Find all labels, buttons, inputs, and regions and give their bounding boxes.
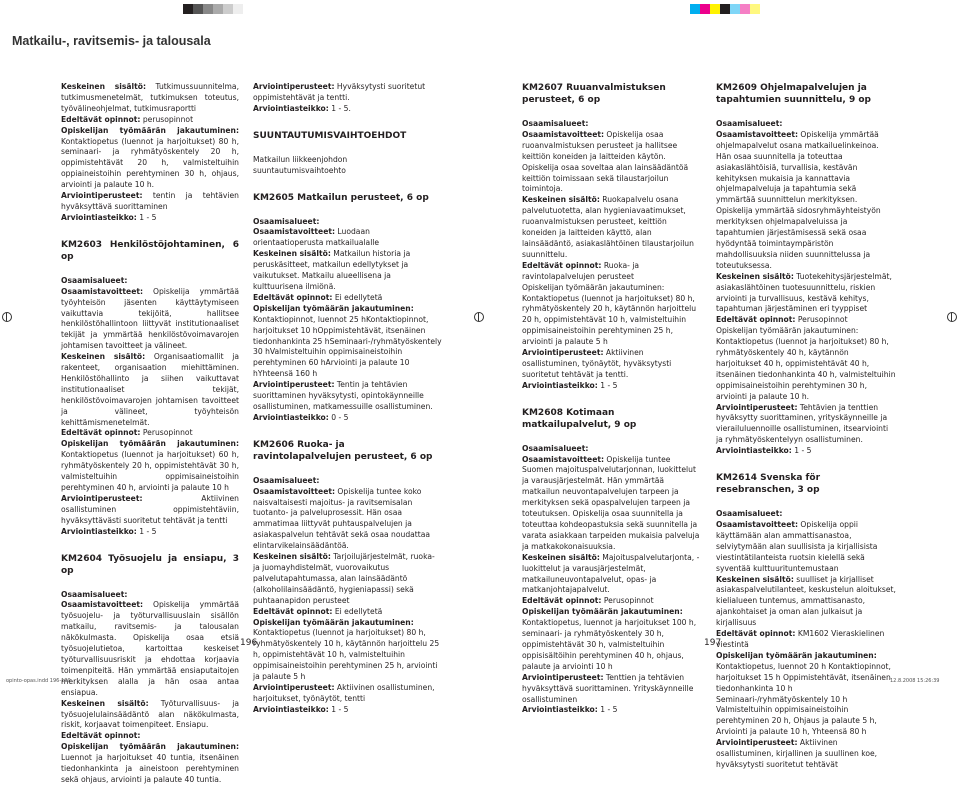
paragraph <box>522 673 701 706</box>
field-text: Hyväksytysti suoritetut oppimistehtävät ja tentti. <box>253 82 426 102</box>
field-text: Tarjoilujärjestelmät, ruoka- ja juomayhdistelmät, vuorovaikutus palvelutapahtumassa, alan lainsäädäntö (alkoholilainsäädäntö, hygieniapassi) sekä puhtaanapidon perusteet <box>253 552 435 605</box>
field-text: Ei edellytetä <box>332 292 383 302</box>
field-label: Keskeinen sisältö: <box>61 698 149 708</box>
field-label: Keskeinen sisältö: <box>61 352 146 362</box>
paragraph <box>522 607 701 672</box>
paragraph <box>522 596 701 607</box>
paragraph <box>716 326 896 402</box>
paragraph <box>61 213 239 224</box>
paragraph <box>61 494 239 527</box>
field-label: Osaamistavoitteet: <box>253 486 336 496</box>
paragraph <box>61 527 239 538</box>
field-text: Aktiivinen osallistuminen oppimistehtäviin, hyväksyttävästi suoritetut tehtävät ja tentti <box>61 493 239 525</box>
field-text: Opiskelija osaa ruoanvalmistuksen perusteet ja hallitsee keittiön koneiden ja laitteiden käytön. Opiskelija osaa soveltaa alan lainsäädäntöä keittiön toimissaan sekä tilaustarjoilun toimintoja. <box>522 129 689 194</box>
section-heading: KM2607 Ruuanvalmistuksen perusteet, 6 op <box>522 83 666 105</box>
section-heading: SUUNTAUTUMISVAIHTOEHDOT <box>253 130 407 141</box>
field-label: Osaamisalueet: <box>253 475 320 485</box>
field-text: suulliset ja kirjalliset asiakaspalvelutilanteet, keskustelun aloitukset, kielialueen tuntemus, ammattisanasto, ajankohtaiset ja oman alan julkaisut ja kirjallisuus <box>716 574 896 628</box>
field-label: Edeltävät opinnot: <box>61 428 141 438</box>
page-number-left: 196 <box>240 638 258 648</box>
field-label: Osaamisalueet: <box>716 509 783 519</box>
field-label: Arviointiperusteet: <box>716 738 798 748</box>
field-text: Kontaktiopetus, luennot ja harjoitukset 100 h, seminaari- ja ryhmätyöskentely 30 h, oppimistehtävät 30 h, valmisteltuihin oppisisältöihin perehtyminen 40 h, ohjaus, palaute ja arviointi 10 h <box>522 618 697 671</box>
page-title: Matkailu-, ravitsemis- ja talousala <box>12 34 211 48</box>
field-text: Perusopinnot <box>140 428 193 438</box>
section-heading: KM2609 Ohjelmapalvelujen ja tapahtumien suunnittelu, 9 op <box>716 83 871 105</box>
paragraph <box>253 304 442 380</box>
paragraph <box>716 119 896 130</box>
paragraph <box>716 738 896 771</box>
field-text: Tutkimussuunnitelma, tutkimusmenetelmät, tutkimuksen toteutus, työvälineohjelmat, tutkimusraportti <box>61 82 239 113</box>
field-label: Osaamisalueet: <box>716 119 783 128</box>
field-text: Matkailun historia ja peruskäsitteet, matkailun edellytykset ja vaikutukset. Matkailu alueellisena ja kulttuurisena ilmiönä. <box>253 249 411 291</box>
field-text: 1 - 5 <box>597 705 618 715</box>
field-text: Aktiivinen osallistuminen, työnäytöt, hyväksytysti suoritetut tehtävät ja tentti. <box>522 348 672 379</box>
paragraph <box>61 428 239 439</box>
field-label: Arviointiasteikko: <box>61 526 137 536</box>
field-label: Arviointiasteikko: <box>716 446 792 456</box>
field-label: Arviointiperusteet: <box>253 380 335 390</box>
color-bar-right <box>690 4 760 14</box>
paragraph <box>522 130 701 195</box>
field-label: Edeltävät opinnot: <box>253 606 333 616</box>
field-text: Aktiivinen osallistuminen, harjoitukset, työnäytöt, tentti <box>253 682 435 703</box>
section-heading: KM2605 Matkailun perusteet, 6 op <box>253 192 429 203</box>
paragraph <box>61 126 239 191</box>
field-label: Arviointiperusteet: <box>522 672 604 682</box>
paragraph <box>522 553 701 597</box>
paragraph <box>253 82 442 104</box>
field-text: 0 - 5 <box>328 412 349 422</box>
field-label: Edeltävät opinnot: <box>61 114 141 124</box>
paragraph <box>522 195 701 260</box>
paragraph <box>253 413 442 424</box>
field-label: Keskeinen sisältö: <box>522 195 600 205</box>
field-label: Osaamistavoitteet: <box>522 129 605 139</box>
section-heading: KM2603 Henkilöstöjohtaminen, 6 op <box>61 239 239 262</box>
paragraph <box>61 590 239 601</box>
field-label: Osaamisalueet: <box>522 443 589 453</box>
column-1 <box>61 82 239 786</box>
field-text: Luennot ja harjoitukset 40 tuntia, itsenäinen tiedonhankinta ja aineistoon perehtyminen sekä ohjaus, arviointi ja palaute 40 tuntia. <box>61 753 239 784</box>
field-text: Opiskelija tuntee koko naisvaltaisesti majoitus- ja ravitsemisalan tuotanto- ja palveluprosessit. Hän osaa ammatimaa liittyvät puhtauspalvelujen ja asiakaspalvelun tehtävät sekä osaa noudattaa elintarvikelainsäädäntöä. <box>253 486 431 551</box>
field-text: Aktiivinen osallistuminen, kirjallinen ja suullinen koe, hyväksytysti suoritetut tehtävät <box>716 738 878 769</box>
field-text: Ruokapalvelu osana palvelutuotetta, alan hygieniavaatimukset, ruoanvalmistuksen perusteet, keittiön koneiden ja laitteiden käyttö, alan lainsäädäntö, asiakaslähtöinen tilaustarjoilun suunnittelu. <box>522 195 694 259</box>
paragraph <box>253 249 442 293</box>
paragraph <box>253 552 442 607</box>
field-label: Arviointiperusteet: <box>61 493 143 503</box>
field-label: Osaamisalueet: <box>253 216 320 226</box>
section-heading: KM2604 Työsuojelu ja ensiapu, 3 op <box>61 553 239 576</box>
field-label: Opiskelijan työmäärän jakautuminen: <box>61 125 239 135</box>
field-text: Majoituspalvelutarjonta, -luokittelut ja varausjärjestelmät, matkailuneuvontapalvelut, opas- ja matkanjohtajapalvelut. <box>522 552 700 595</box>
column-4 <box>716 82 896 771</box>
field-text: Ei edellytetä <box>332 606 383 616</box>
paragraph <box>253 380 442 413</box>
field-label: Edeltävät opinnot: <box>716 315 796 325</box>
paragraph <box>61 699 239 732</box>
registration-mark-center <box>474 312 484 322</box>
field-text: 1 - 5 <box>597 380 618 390</box>
field-text: Opiskelija tuntee Suomen majoituspalvelutarjonnan, luokittelut ja varausjärjestelmät. Hän ymmärtää matkailun neuvontapalvelujen tarpeen ja merkityksen sekä opaspalvelujen tarpeen ja toteutuksen. Opiskelija osaa suunnitella ja toteuttaa kohdeopastuksia sekä suunnitella ja varata asiakkaan tarpeiden mukaisia palveluja ja matkakokonaisuuksia. <box>522 454 700 551</box>
paragraph <box>716 446 896 457</box>
registration-mark-right <box>947 312 957 322</box>
field-text: Opiskelijan työmäärän jakautuminen: Kontaktiopetus (luennot ja harjoitukset) 80 h, ryhmätyöskentely 40 h, käytännön harjoitukset 40 h, oppimistehtävät 40 h, itsenäinen tiedonhankinta 40 h, valmisteltuihin oppimisaineistoihin perehtyminen 30 h, arviointi ja palaute 10 h. <box>716 326 896 401</box>
paragraph <box>253 487 442 552</box>
paragraph <box>716 520 896 575</box>
field-label: Keskeinen sisältö: <box>253 249 331 259</box>
field-text: Opiskelija oppii käyttämään alan ammattisanastoa, selviytymään alan suullisista ja kirjallisista viestintätilanteista ruotsin kielellä sekä syventää kulttuurituntemustaan <box>716 520 878 573</box>
field-label: Osaamistavoitteet: <box>61 600 144 610</box>
field-label: Arviointiasteikko: <box>253 103 329 113</box>
field-text: Tentin ja tehtävien suorittaminen hyväksytysti, opintokäynneille osallistuminen, matkamessuille osallistuminen. <box>253 380 433 411</box>
field-text: Kontaktiopetus (luennot ja harjoitukset) 80 h, ryhmätyöskentely 10 h, käytännön harjoittelu 25 h, oppimistehtävät 10 h, valmisteltuihin oppimisaineistoihin perehtyminen 25 h, arviointi ja palaute 5 h <box>253 628 440 682</box>
section-heading: KM2608 Kotimaan matkailupalvelut, 9 op <box>522 407 637 430</box>
paragraph <box>61 742 239 786</box>
field-text: Luodaan orientaatioperusta matkailualalle <box>253 227 380 248</box>
color-bar-left <box>183 4 243 14</box>
field-label: Arviointiasteikko: <box>253 704 329 714</box>
slug-right: 12.8.2008 15:26:39 <box>890 678 940 684</box>
paragraph <box>716 629 896 651</box>
field-label: Opiskelijan työmäärän jakautuminen: <box>522 607 683 617</box>
paragraph <box>253 683 442 705</box>
paragraph <box>253 618 442 683</box>
page-number-right: 197 <box>704 638 722 648</box>
field-text: 1 - 5 <box>136 526 157 536</box>
paragraph <box>716 130 896 272</box>
field-label: Opiskelijan työmäärän jakautuminen: <box>716 650 877 660</box>
field-text: Tuotekehitysjärjestelmät, asiakaslähtöinen tuotesuunnittelu, riskien arviointi ja turvallisuus, kestävä kehitys, tapahtuman järjestäminen eri tyyppiset <box>716 271 892 314</box>
field-text: KM1602 Vieraskielinen viestintä <box>716 629 885 649</box>
paragraph <box>253 705 442 716</box>
paragraph <box>522 381 701 392</box>
paragraph <box>61 600 239 698</box>
field-text: Ruoka- ja ravintolapalvelujen perusteet <box>522 260 640 281</box>
paragraph <box>253 227 442 249</box>
field-label: Arviointiperusteet: <box>253 682 335 692</box>
field-text: 1 - 5. <box>328 103 351 113</box>
field-label: Osaamistavoitteet: <box>61 286 144 296</box>
paragraph <box>61 276 239 287</box>
paragraph <box>253 476 442 487</box>
paragraph <box>61 731 239 742</box>
field-label: Arviointiperusteet: <box>253 82 335 91</box>
field-label: Osaamistavoitteet: <box>716 520 799 529</box>
slug-left: opinto-opas.indd 196-199 <box>6 678 71 684</box>
field-label: Osaamisalueet: <box>61 589 128 599</box>
field-label: Opiskelijan työmäärän jakautuminen: <box>61 742 239 752</box>
field-text: Organisaatiomallit ja rakenteet, organisaation miehittäminen. Henkilöstöhallinto ja siihen vaikuttavat institutionaaliset tekijät, henkilöstövoimavarojen johtamisen tavoitteet ja välineet, työyhteisön kehittämismenetelmät. <box>61 352 239 427</box>
paragraph <box>61 352 239 428</box>
paragraph <box>61 287 239 352</box>
paragraph <box>522 705 701 716</box>
field-text: Kontaktiopetus (luennot ja harjoitukset) 80 h, seminaari- ja ryhmätyöskentely 20 h, oppimistehtävät 20 h, valmisteltuihin oppiaineistoihin perehtyminen 30 h, ohjaus, arviointi ja palaute 10 h. <box>61 136 239 190</box>
paragraph <box>716 651 896 738</box>
column-2 <box>253 82 442 716</box>
field-label: Opiskelijan työmäärän jakautuminen: <box>253 303 414 313</box>
field-label: Opiskelijan työmäärän jakautuminen: <box>61 439 239 449</box>
paragraph <box>522 119 701 130</box>
paragraph <box>522 283 701 348</box>
paragraph <box>716 272 896 316</box>
paragraph <box>253 155 442 177</box>
field-text: Tehtävien ja tenttien hyväksytty suorittaminen, yrityskäynneille ja vierailuluennoille osallistuminen, itsearviointi ja ryhmätyöskentelyyn osallistuminen. <box>716 402 889 445</box>
field-label: Arviointiasteikko: <box>61 212 137 222</box>
paragraph <box>61 82 239 115</box>
paragraph <box>522 261 701 283</box>
field-text: Opiskelija ymmärtää ohjelmapalvelut osana matkailuelinkeinoa. Hän osaa suunnitella ja toteuttaa asiakaslähtöisiä, turvallisia, kestävän kehityksen mukaisia ja kannattavia ohjelmapalveluja ja tapahtumia sekä ymmärtää suunnittelun merkityksen. Opiskelija ymmärtää sidosryhmäyhteistyön merkityksen ohjelmapalveluissa ja tapahtumien järjestämisessä sekä osaa hyödyntää toimintaympäristön mahdollisuuksia niiden suunnittelussa ja toteutuksessa. <box>716 129 881 270</box>
field-text: Opiskelija ymmärtää työyhteisön jäsenten käyttäytymiseen vaikuttavia tekijöitä, hallitsee henkilöstöhallintoon liittyvät institutionaaliset tekijät ja ymmärtää henkilöstövoimavarojen johtamisen tavoitteet ja välineet. <box>61 286 239 351</box>
field-text: Opiskelijan työmäärän jakautuminen: Kontaktiopetus (luennot ja harjoitukset) 80 h, ryhmätyöskentely 20 h, käytännön harjoittelu 20 h, oppimistehtävät 10 h, valmisteltuihin oppimisaineistoihin perehtyminen 25 h, arviointi ja palaute 5 h <box>522 282 697 347</box>
paragraph <box>716 403 896 447</box>
field-text: Opiskelija ymmärtää työsuojelu- ja työturvallisuuslain sisällön matkailu, ravitsemis- ja talousalan näkökulmasta. Opiskelija osaa etsiä työsuojelutietoa, kartoittaa keskeiset työturvallisuusriskit ja ehdottaa korjaavia toimenpiteitä. Hän ymmärtää ensiaputaitojen merkityksen alalla ja hän osaa antaa ensiapua. <box>61 600 239 697</box>
field-text: Matkailun liikkeenjohdon suuntautumisvaihtoehto <box>253 154 348 175</box>
field-text: Kontaktiopetus (luennot ja harjoitukset) 60 h, ryhmätyöskentely 20 h, oppimistehtävät 30 h, valmisteltuihin oppimisaineistoihin perehtyminen 40 h, arviointi ja palaute 10 h <box>61 450 239 492</box>
field-label: Edeltävät opinnot: <box>716 629 796 639</box>
paragraph <box>522 348 701 381</box>
field-label: Osaamisalueet: <box>522 119 589 128</box>
paragraph <box>61 191 239 213</box>
field-label: Arviointiasteikko: <box>522 380 598 390</box>
paragraph <box>522 455 701 553</box>
field-label: Edeltävät opinnot: <box>522 260 602 270</box>
paragraph <box>716 575 896 630</box>
field-text: Kontaktiopetus, luennot 20 h Kontaktiopinnot, harjoitukset 15 h Oppimistehtävät, itsenäinen tiedonhankinta 10 h Seminaari-/ryhmätyöskentely 10 h Valmisteltuihin oppimisaineistoihin perehtyminen 20 h, Ohjaus ja palaute 5 h, Arviointi ja palaute 10 h, Yhteensä 80 h <box>716 661 891 737</box>
field-text: perusopinnot <box>140 114 194 124</box>
field-label: Arviointiperusteet: <box>522 348 604 358</box>
field-label: Osaamistavoitteet: <box>716 129 799 139</box>
field-text: Perusopinnot <box>795 315 848 325</box>
paragraph <box>253 217 442 228</box>
field-label: Edeltävät opinnot: <box>61 731 141 741</box>
field-text: tentin ja tehtävien hyväksyttävä suorittaminen <box>61 191 239 211</box>
field-text: 1 - 5 <box>328 704 349 714</box>
field-text: 1 - 5 <box>791 446 812 456</box>
paragraph <box>253 104 442 115</box>
field-label: Arviointiasteikko: <box>253 412 329 422</box>
paragraph <box>522 444 701 455</box>
field-text: 1 - 5 <box>136 212 157 222</box>
field-label: Edeltävät opinnot: <box>253 292 333 302</box>
field-text: Työturvallisuus- ja työsuojelulainsäädäntö alan näkökulmasta, riskit, korjaavat toimenpiteet. Ensiapu. <box>61 698 239 730</box>
field-text: Tenttien ja tehtävien hyväksyttävä suorittaminen. Yrityskäynneille osallistuminen <box>522 672 694 704</box>
field-label: Keskeinen sisältö: <box>61 82 146 91</box>
field-label: Keskeinen sisältö: <box>716 574 794 584</box>
column-3 <box>522 82 701 716</box>
field-label: Arviointiasteikko: <box>522 705 598 715</box>
field-label: Opiskelijan työmäärän jakautuminen: <box>253 617 414 627</box>
field-label: Osaamistavoitteet: <box>522 454 605 464</box>
paragraph <box>716 315 896 326</box>
paragraph <box>253 293 442 304</box>
section-heading: KM2614 Svenska för resebranschen, 3 op <box>716 473 821 496</box>
paragraph <box>61 439 239 494</box>
field-label: Edeltävät opinnot: <box>522 596 602 606</box>
field-label: Osaamistavoitteet: <box>253 227 336 237</box>
field-label: Keskeinen sisältö: <box>716 271 794 281</box>
field-text: Perusopinnot <box>601 596 654 606</box>
section-heading: KM2606 Ruoka- ja ravintolapalvelujen perusteet, 6 op <box>253 439 433 462</box>
field-label: Osaamisalueet: <box>61 275 128 285</box>
field-label: Keskeinen sisältö: <box>522 552 600 562</box>
paragraph <box>253 607 442 618</box>
field-label: Arviointiperusteet: <box>61 191 143 201</box>
field-label: Keskeinen sisältö: <box>253 552 331 562</box>
field-label: Arviointiperusteet: <box>716 402 798 412</box>
field-text: Kontaktiopinnot, luennot 25 hKontaktiopinnot, harjoitukset 10 hOppimistehtävät, itsenäinen tiedonhankinta 25 hSeminaari-/ryhmätyöskentely 30 hValmisteltuihin oppimisaineistoihin perehtyminen 60 hArviointi ja palaute 10 hYhteensä 160 h <box>253 314 442 379</box>
paragraph <box>61 115 239 126</box>
paragraph <box>716 509 896 520</box>
registration-mark-left <box>2 312 12 322</box>
